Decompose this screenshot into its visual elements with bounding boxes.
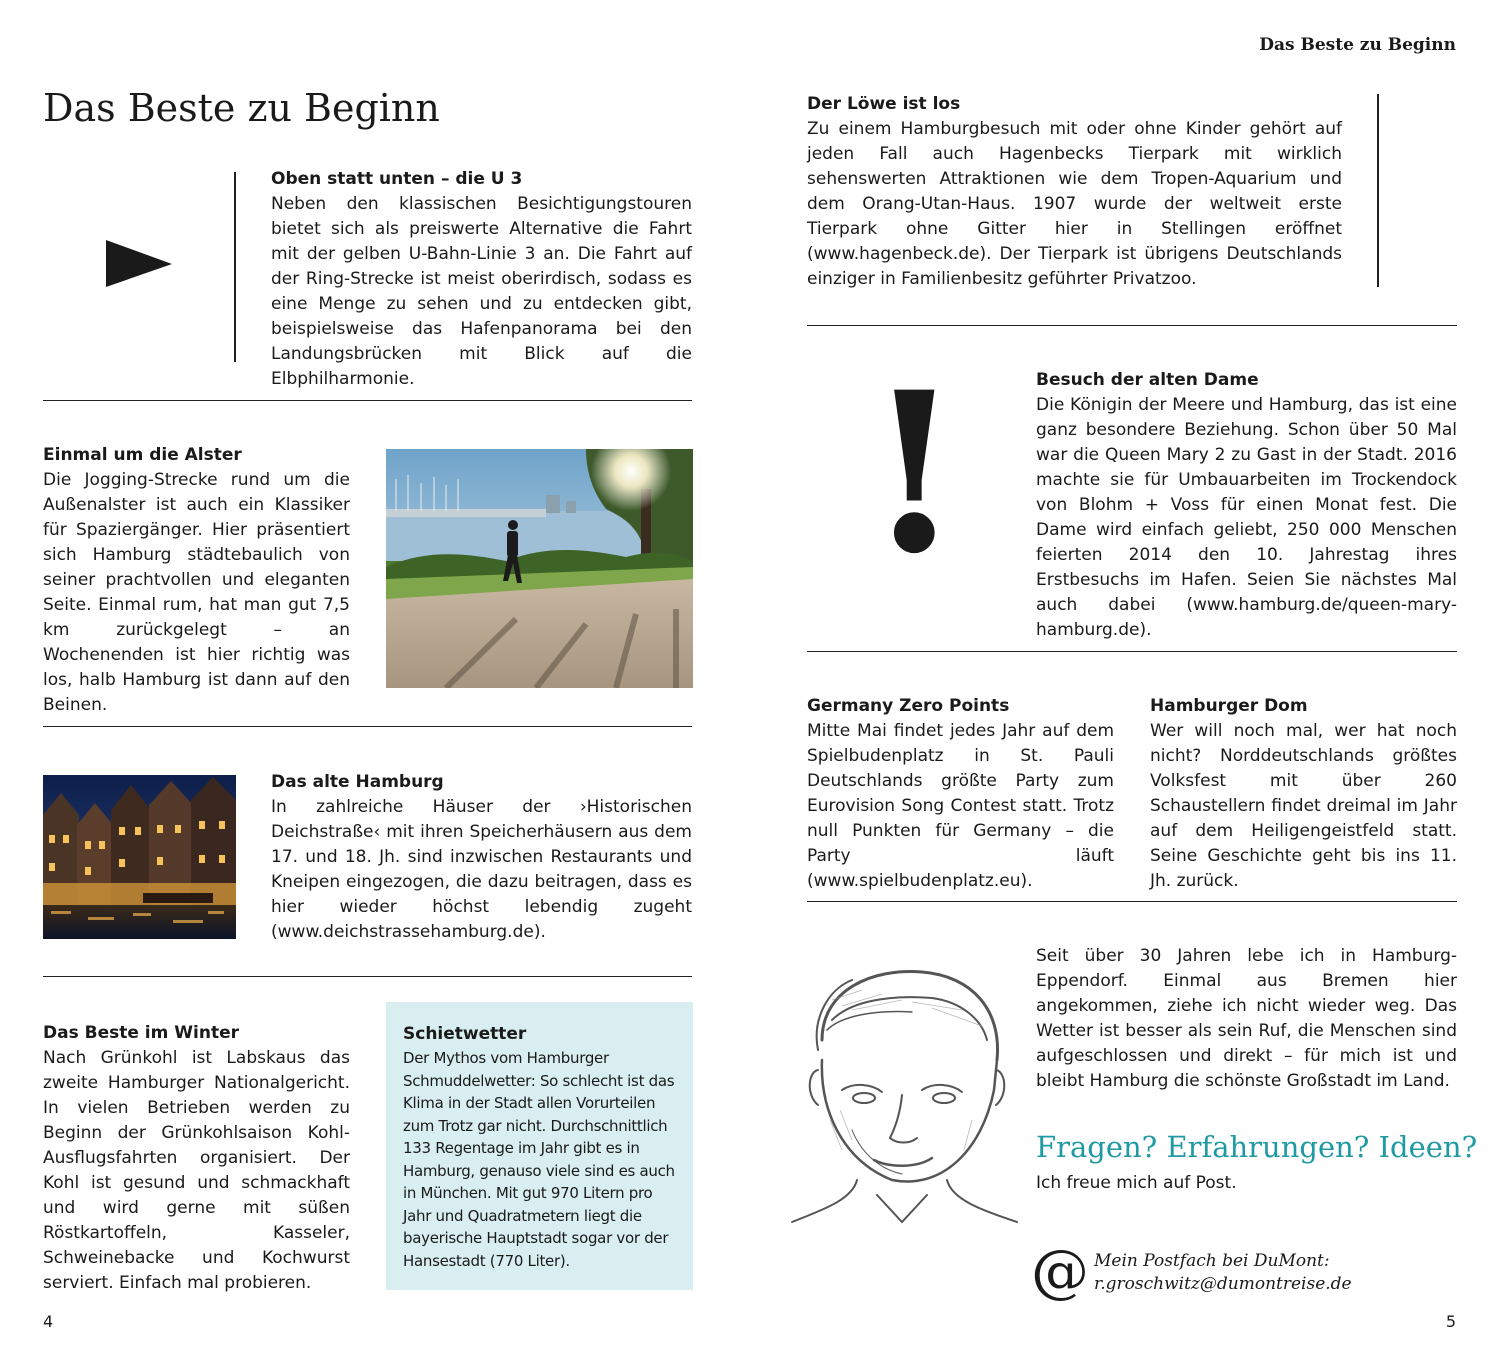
alt-body: In zahlreiche Häuser der ›Historischen Deichstraße‹ mit ihren Speicherhäusern aus dem 17. und 18. Jh. sind inzwischen Restaurants und Kneipen eingezogen, die dazu beitragen, dass es hier wieder höchst lebendig zugeht (www.deichstrassehamburg.de). xyxy=(271,797,692,942)
dame-heading: Besuch der alten Dame xyxy=(1036,370,1259,390)
alster-body: Die Jogging-Strecke rund um die Außenalster ist auch ein Klassiker für Spaziergänger. Hier präsentiert sich Hamburg städtebaulich von seiner prachtvollen und eleganten Seite. Einmal rum, hat man gut 7,5 km zurückgelegt – an Wochenenden ist hier richtig was los, halb Hamburg ist dann auf den Beinen. xyxy=(43,470,350,715)
page-title: Das Beste zu Beginn xyxy=(43,86,440,130)
dom-body: Wer will noch mal, wer hat noch nicht? Norddeutschlands größtes Volksfest mit über 260 Schaustellern findet dreimal im Jahr auf dem Heiligengeistfeld statt. Seine Geschichte geht bis ins 11. Jh. zurück. xyxy=(1150,721,1457,891)
loewe-heading: Der Löwe ist los xyxy=(807,94,961,114)
alster-heading: Einmal um die Alster xyxy=(43,445,242,465)
u3-heading: Oben statt unten – die U 3 xyxy=(271,169,523,189)
u3-body: Neben den klassischen Besichtigungstouren bietet sich als preiswerte Alternative die Fahrt mit der gelben U-Bahn-Linie 3 an. Die Fahrt auf der Ring-Strecke ist meist oberirdisch, sodass es eine Menge zu sehen und zu entdecken gibt, beispielsweise das Hafenpanorama bei den Landungsbrücken mit Blick auf die Elbphilharmonie. xyxy=(271,194,692,389)
deichstrasse-night-photo xyxy=(43,775,236,939)
page-number-right: 5 xyxy=(1445,1312,1456,1331)
section-divider xyxy=(43,400,692,401)
invite-text: Ich freue mich auf Post. xyxy=(1036,1173,1237,1193)
author-bio: Seit über 30 Jahren lebe ich in Hamburg-Eppendorf. Einmal aus Bremen hier angekommen, ziehe ich nicht wieder weg. Das Wetter ist besser als sein Ruf, die Menschen sind aufgeschlossen und direkt – für mich ist und bleibt Hamburg die schönste Großstadt im Land. xyxy=(1036,946,1457,1091)
zero-heading: Germany Zero Points xyxy=(807,696,1010,716)
section-divider xyxy=(807,901,1457,902)
section-divider xyxy=(807,651,1457,652)
zero-body: Mitte Mai findet jedes Jahr auf dem Spielbudenplatz in St. Pauli Deutschlands größte Party zum Eurovision Song Contest statt. Trotz null Punkten für Germany – die Party läuft (www.spielbudenplatz.eu). xyxy=(807,721,1114,891)
section-divider xyxy=(43,726,692,727)
zero-section xyxy=(807,694,1114,894)
page-number-left: 4 xyxy=(43,1312,54,1331)
alt-heading: Das alte Hamburg xyxy=(271,772,444,792)
mailbox-label: Mein Postfach bei DuMont: xyxy=(1094,1251,1330,1271)
exclamation-icon: ! xyxy=(866,343,963,602)
alt-section xyxy=(271,770,692,945)
alster-section xyxy=(43,443,350,718)
loewe-body: Zu einem Hamburgbesuch mit oder ohne Kinder gehört auf jeden Fall auch Hagenbecks Tierpark mit wirklich sehenswerten Attraktionen wie dem Tropen-Aquarium und dem Orang-Utan-Haus. 1907 wurde der weltweit erste Tierpark ohne Gitter hier in Stellingen eröffnet (www.hagenbeck.de). Der Tierpark ist übrigens Deutschlands einziger in Familienbesitz geführter Privatzoo. xyxy=(807,119,1342,289)
schietwetter-heading: Schietwetter xyxy=(403,1024,527,1044)
section-divider xyxy=(43,976,692,977)
dom-section xyxy=(1150,694,1457,894)
vertical-divider xyxy=(234,172,236,362)
winter-body: Nach Grünkohl ist Labskaus das zweite Hamburger Nationalgericht. In vielen Betrieben werden zu Beginn der Grünkohlsaison Kohl-Ausflugsfahrten organisiert. Der Kohl ist gesund und schmackhaft und wird gerne mit süßen Röstkartoffeln, Kasseler, Schweinebacke und Kochwurst serviert. Einfach mal probieren. xyxy=(43,1048,350,1293)
vertical-divider xyxy=(1377,94,1379,287)
section-divider xyxy=(807,325,1457,326)
schietwetter-box xyxy=(386,1002,693,1290)
running-header: Das Beste zu Beginn xyxy=(1259,35,1456,55)
winter-section xyxy=(43,1021,350,1296)
loewe-section xyxy=(807,92,1342,292)
author-portrait-sketch xyxy=(782,960,1022,1230)
dame-body: Die Königin der Meere und Hamburg, das ist eine ganz besondere Beziehung. Schon über 50 Mal war die Queen Mary 2 zu Gast in der Stadt. 2016 machte sie für Umbauarbeiten im Trockendock von Blohm + Voss für einen Monat fest. Die Dame wird einfach geliebt, 250 000 Menschen feierten 2014 den 10. Jahrestag ihres Erstbesuchs im Hafen. Seien Sie nächstes Mal auch dabei (www.hamburg.de/queen-mary-hamburg.de). xyxy=(1036,395,1457,640)
author-email-link[interactable]: r.groschwitz@dumontreise.de xyxy=(1094,1274,1352,1294)
questions-heading: Fragen? Erfahrungen? Ideen? xyxy=(1036,1130,1478,1164)
winter-heading: Das Beste im Winter xyxy=(43,1023,239,1043)
play-triangle-icon xyxy=(106,240,174,288)
author-section xyxy=(1036,944,1457,1094)
u3-section xyxy=(271,167,692,392)
at-icon: @ xyxy=(1031,1237,1089,1305)
schietwetter-body: Der Mythos vom Hamburger Schmuddelwetter: So schlecht ist das Klima in der Stadt allen Vorurteilen zum Trotz gar nicht. Durchschnittlich 133 Regentage im Jahr gibt es in Hamburg, genauso viele sind es auch in München. Mit gut 970 Litern pro Jahr und Quadratmetern liegt die bayerische Hauptstadt sogar vor der Hansestadt (770 Liter). xyxy=(403,1049,675,1270)
dame-section xyxy=(1036,368,1457,643)
alster-jogger-photo xyxy=(386,449,693,688)
dom-heading: Hamburger Dom xyxy=(1150,696,1308,716)
